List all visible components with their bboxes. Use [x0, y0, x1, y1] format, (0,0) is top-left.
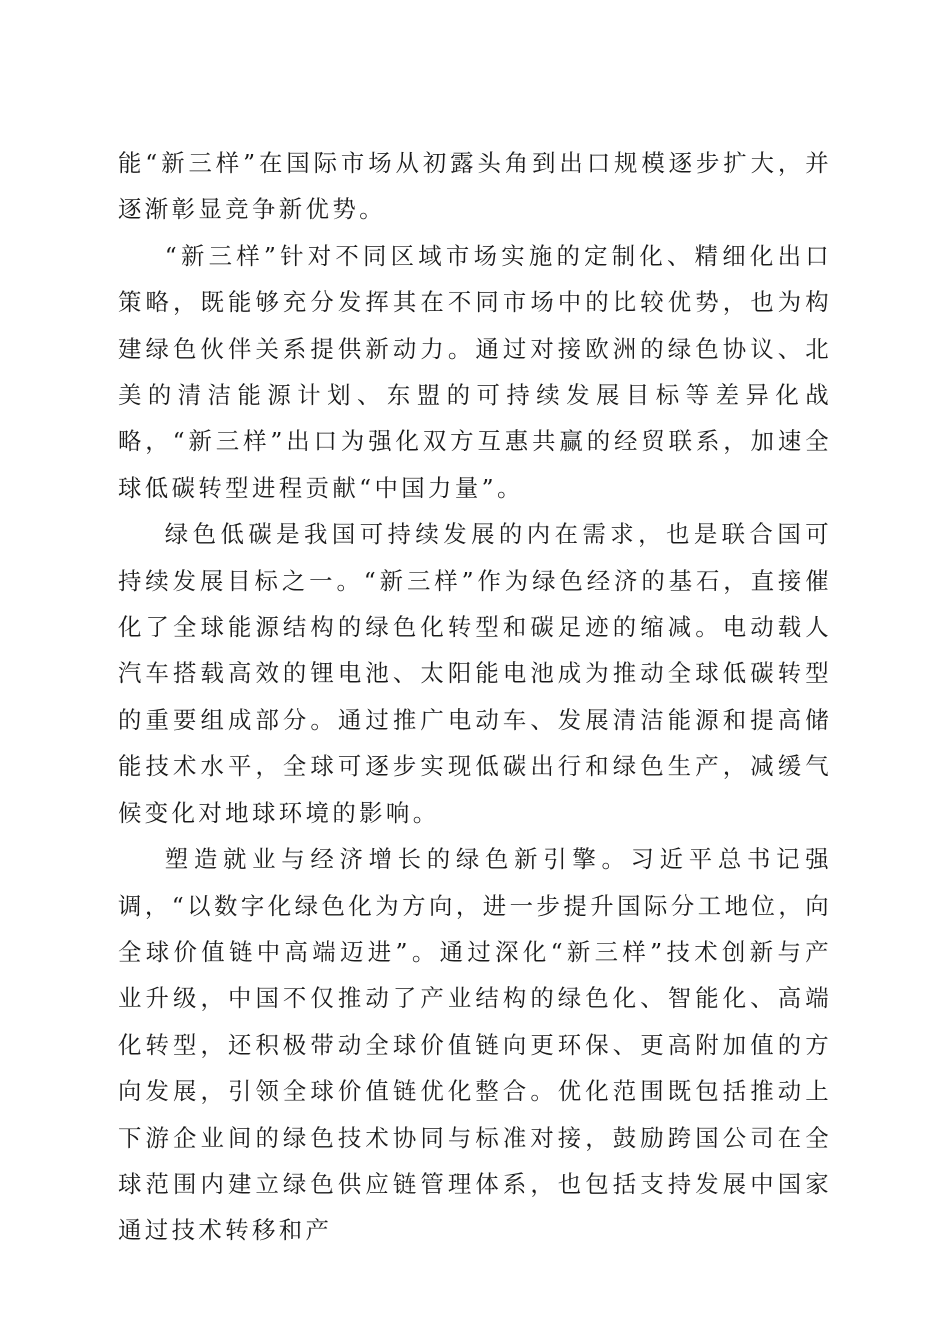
- paragraph-4: 塑造就业与经济增长的绿色新引擎。习近平总书记强调，“以数字化绿色化为方向，进一步提升国际分工地位，向全球价值链中高端迈进”。通过深化“新三样”技术创新与产业升级，中国不仅推动了产业结构的绿色化、智能化、高端化转型，还积极带动全球价值链向更环保、更高附加值的方向发展，引领全球价值链优化整合。优化范围既包括推动上下游企业间的绿色技术协同与标准对接，鼓励跨国公司在全球范围内建立绿色供应链管理体系，也包括支持发展中国家通过技术转移和产: [118, 845, 832, 1245]
- paragraph-3: 绿色低碳是我国可持续发展的内在需求，也是联合国可持续发展目标之一。“新三样”作为绿色经济的基石，直接催化了全球能源结构的绿色化转型和碳足迹的缩减。电动载人汽车搭载高效的锂电池、太阳能电池成为推动全球低碳转型的重要组成部分。通过推广电动车、发展清洁能源和提高储能技术水平，全球可逐步实现低碳出行和绿色生产，减缓气候变化对地球环境的影响。: [118, 520, 832, 827]
- paragraph-2: “新三样”针对不同区域市场实施的定制化、精细化出口策略，既能够充分发挥其在不同市场中的比较优势，也为构建绿色伙伴关系提供新动力。通过对接欧洲的绿色协议、北美的清洁能源计划、东盟的可持续发展目标等差异化战略，“新三样”出口为强化双方互惠共赢的经贸联系，加速全球低碳转型进程贡献“中国力量”。: [118, 241, 832, 502]
- body-text: [118, 140, 832, 1254]
- paragraph-1: 能“新三样”在国际市场从初露头角到出口规模逐步扩大，并逐渐彰显竞争新优势。: [118, 149, 832, 224]
